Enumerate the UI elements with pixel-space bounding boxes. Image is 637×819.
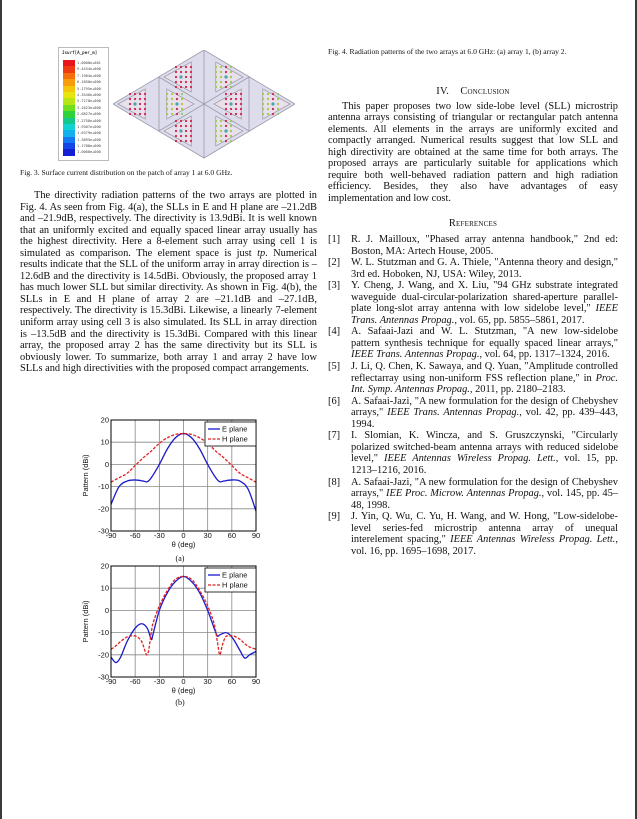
- section-heading-conclusion: IV. Conclusion: [436, 86, 510, 97]
- paragraph-conclusion: This paper proposes two low side-lobe level (SLL) microstrip antenna arrays consisting of triangular or rectangular patch antenna elements. All elements in the arrays are uniformly excited and compactly arranged. Numerical results suggest that low SLL and high directivity are obtained at the same time for both arrays. The proposed arrays are particularly suitable for applications which require both well-behaved radiation pattern and high radiation efficiency. Besides, they also have advantages of easy implementation and low cost.: [328, 100, 618, 204]
- reference-item: [3] Y. Cheng, J. Wang, and X. Liu, "94 GHz substrate integrated waveguide dual-circular-polarization shared-aperture parallel-plate long-slot array antenna with low sidelobe level," IEEE Trans. Antennas Propag., vol. 65, pp. 5855–5861, 2017.: [328, 280, 618, 326]
- reference-item: [7] I. Slomian, K. Wincza, and S. Gruszczynski, "Circularly polarized switched-beam antenna arrays with reduced sidelobe level," IEEE Antennas Wireless Propag. Lett., vol. 15, pp. 1213–1216, 2016.: [328, 430, 618, 476]
- legend-value: 7.1984e+000: [77, 73, 101, 78]
- chart-b-plot: [78, 558, 268, 698]
- svg-text:90: 90: [251, 677, 261, 686]
- patch-array-diagram: [113, 50, 295, 162]
- legend-value: 1.0000e+001: [77, 61, 101, 65]
- legend-value: 3.7270e+000: [77, 99, 101, 104]
- svg-text:H plane: H plane: [222, 434, 248, 444]
- reference-item: [5] J. Li, Q. Chen, K. Sawaya, and Q. Yuan, "Amplitude controlled reflectarray using non-uniform FSS reflection plane," in Proc. Int. Symp. Antennas Propag., 2011, pp. 2180–2183.: [328, 361, 618, 396]
- chart-b-subcaption: (b): [175, 698, 185, 707]
- reference-number: [8]: [328, 476, 341, 488]
- reference-list: [328, 234, 618, 557]
- reference-number: [1]: [328, 234, 341, 246]
- reference-number: [3]: [328, 280, 341, 292]
- x-axis-label: θ (deg): [171, 686, 196, 695]
- svg-text:-60: -60: [129, 677, 141, 686]
- svg-text:-90: -90: [105, 677, 117, 686]
- svg-text:20: 20: [100, 561, 109, 571]
- svg-text:10: 10: [100, 437, 109, 447]
- svg-text:0: 0: [181, 531, 186, 540]
- color-legend: [58, 47, 109, 161]
- paragraph-results: The directivity radiation patterns of the two arrays are plotted in Fig. 4. As seen from Fig. 4(a), the SLLs in E and H plane are –21.2dB and –21.9dB, respectively. The directivity is 13.9dBi. It is well known that an uniformly excited and equally spaced linear array usually has the highest directivity. Here a 8-element such array using cell 1 is simulated as comparison. The element space is just tp. Numerical results indicate that the SLL of the uniform array in array direction is –12.6dB and the directivity is 14.5dBi. Obviously, the proposed array 1 has much lower SLL but similar directivity. As shown in Fig. 4(b), the SLLs in E and H plane of array 2 are –21.1dB and –27.1dB, respectively. The directivity is 15.3dBi. Likewise, a linearly 7-element uniform array using cell 3 is also simulated. Its SLL in array direction is –13.5dB and the directivity is 15.3dBi. Compared with this linear array, the proposed array 2 has the same directivity but its SLL is obviously lower. To summarize, both array 1 and array 2 have low SLLs and high directivities with the proposed compact arrangements.: [20, 190, 317, 375]
- svg-text:90: 90: [251, 531, 261, 540]
- legend-swatch: [63, 149, 75, 155]
- reference-item: [6] A. Safaai-Jazi, "A new formulation for the design of Chebyshev arrays," IEEE Trans. Antennas Propag., vol. 42, pp. 439–443, 1994.: [328, 395, 618, 430]
- section-heading-references: References: [448, 218, 498, 230]
- svg-text:0: 0: [104, 459, 109, 469]
- reference-item: [2] W. L. Stutzman and G. A. Thiele, "Antenna theory and design," 3rd ed. Hoboken, NJ, USA: Wiley, 2013.: [328, 257, 618, 280]
- chart-b: [78, 558, 268, 703]
- svg-text:60: 60: [227, 531, 237, 540]
- page-left-border: [0, 0, 2, 819]
- legend-value: 1.0000e+000: [77, 150, 101, 155]
- legend-value: 9.4434e+000: [77, 67, 101, 72]
- reference-number: [2]: [328, 257, 341, 269]
- reference-item: [1] R. J. Mailloux, "Phased array antenna handbook," 2nd ed: Boston, MA: Artech House, 2005.: [328, 234, 618, 257]
- figure-3-caption: Fig. 3. Surface current distribution on the patch of array 1 at 6.0 GHz.: [20, 168, 233, 177]
- legend-value: 1.6379e+000: [77, 131, 101, 136]
- svg-text:-30: -30: [153, 531, 165, 540]
- svg-text:-20: -20: [98, 504, 109, 514]
- svg-text:-30: -30: [98, 526, 109, 536]
- legend-value: 5.1795e+000: [77, 86, 101, 91]
- svg-text:-90: -90: [105, 531, 117, 540]
- left-column-body: [20, 190, 317, 375]
- right-column-body: [328, 86, 618, 557]
- figure-3: [58, 45, 318, 165]
- x-axis-label: θ (deg): [171, 540, 196, 549]
- reference-item: [9] J. Yin, Q. Wu, C. Yu, H. Wang, and W. Hong, "Low-sidelobe-level series-fed microstrip antenna array of unequal interelement spacing," IEEE Antennas Wireless Propag. Lett., vol. 16, pp. 1695–1698, 2017.: [328, 511, 618, 557]
- legend-value: 1.9307e+000: [77, 124, 101, 129]
- chart-a: [78, 412, 268, 557]
- svg-text:-30: -30: [98, 672, 109, 682]
- reference-number: [4]: [328, 326, 341, 338]
- y-axis-label: Pattern (dBi): [81, 454, 90, 497]
- reference-number: [6]: [328, 395, 341, 407]
- reference-number: [7]: [328, 430, 341, 442]
- svg-text:-30: -30: [153, 677, 165, 686]
- legend-value: 4.3540e+000: [77, 92, 101, 97]
- svg-text:-10: -10: [98, 482, 109, 492]
- legend-value: 6.1850e+000: [77, 80, 101, 85]
- svg-text:E plane: E plane: [222, 570, 248, 580]
- svg-text:-20: -20: [98, 650, 109, 660]
- svg-text:H plane: H plane: [222, 580, 248, 590]
- legend-value: 3.1623e+000: [77, 105, 101, 110]
- legend-values: [77, 60, 101, 156]
- svg-text:10: 10: [100, 583, 109, 593]
- legend-value: 1.3895e+000: [77, 137, 101, 142]
- chart-a-subcaption: (a): [175, 554, 185, 563]
- svg-text:30: 30: [203, 531, 212, 540]
- svg-text:E plane: E plane: [222, 424, 248, 434]
- reference-item: [8] A. Safaai-Jazi, "A new formulation for the design of Chebyshev arrays," IEE Proc. Microw. Antennas Propag., vol. 145, pp. 45–48, 1998.: [328, 476, 618, 511]
- svg-text:-10: -10: [98, 628, 109, 638]
- chart-a-plot: [78, 412, 268, 552]
- svg-text:30: 30: [203, 677, 212, 686]
- svg-text:0: 0: [181, 677, 186, 686]
- y-axis-label: Pattern (dBi): [81, 600, 90, 643]
- svg-text:-60: -60: [129, 531, 141, 540]
- legend-color-bar: [63, 60, 75, 156]
- legend-value: 2.2758e+000: [77, 118, 101, 123]
- reference-number: [5]: [328, 361, 341, 373]
- legend-value: 1.1788e+000: [77, 144, 101, 149]
- legend-value: 2.6827e+000: [77, 112, 101, 117]
- svg-text:20: 20: [100, 415, 109, 425]
- svg-text:0: 0: [104, 605, 109, 615]
- svg-text:60: 60: [227, 677, 237, 686]
- legend-title: Jsurf[A_per_m]: [62, 50, 98, 55]
- figure-4-caption: Fig. 4. Radiation patterns of the two arrays at 6.0 GHz: (a) array 1, (b) array 2.: [328, 47, 567, 56]
- reference-number: [9]: [328, 511, 341, 523]
- reference-item: [4] A. Safaai-Jazi and W. L. Stutzman, "A new low-sidelobe pattern synthesis technique for equally spaced linear arrays," IEEE Trans. Antennas Propag., vol. 64, pp. 1317–1324, 2016.: [328, 326, 618, 361]
